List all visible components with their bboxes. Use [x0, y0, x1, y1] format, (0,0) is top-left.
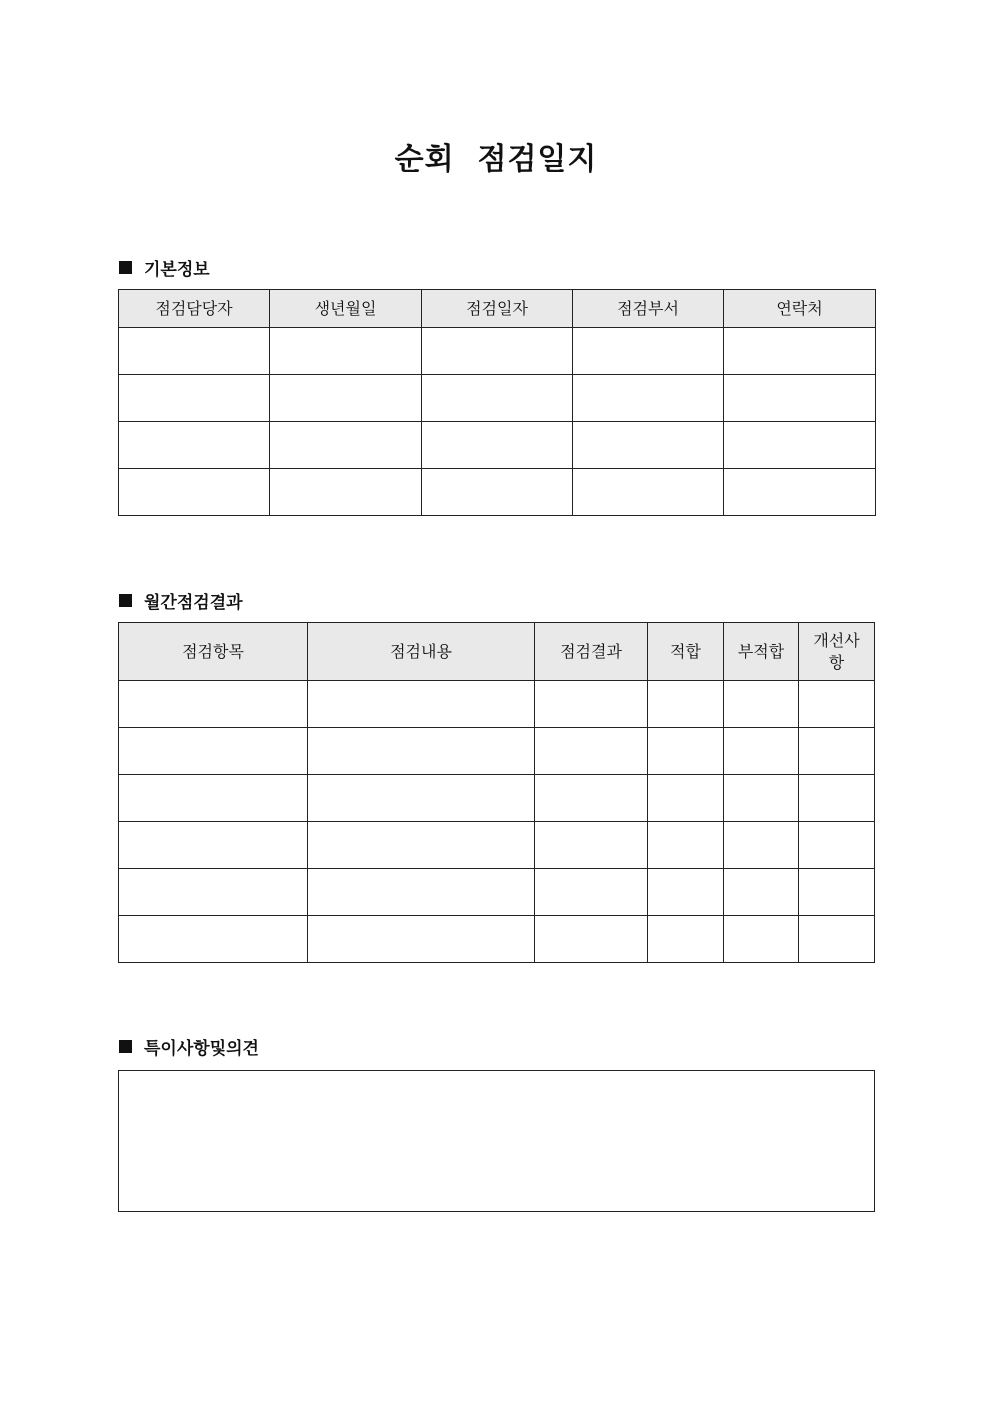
table-row: [119, 869, 875, 916]
monthly-results-table: [118, 622, 875, 963]
basic-info-table: [118, 289, 876, 516]
table-cell[interactable]: [573, 469, 724, 516]
section-heading-remarks: [119, 1034, 259, 1059]
table-cell[interactable]: [573, 328, 724, 375]
table-cell[interactable]: [724, 728, 799, 775]
table-cell[interactable]: [535, 822, 648, 869]
table-cell[interactable]: [119, 822, 308, 869]
section-heading-label: 기본정보: [144, 260, 210, 280]
table-cell[interactable]: [308, 728, 535, 775]
table-cell[interactable]: [535, 728, 648, 775]
table-cell[interactable]: [799, 822, 875, 869]
table-cell[interactable]: [799, 869, 875, 916]
table-cell[interactable]: [724, 469, 876, 516]
column-header-inspection-content: 점검내용: [308, 623, 535, 681]
table-row: [119, 375, 876, 422]
table-cell[interactable]: [648, 728, 724, 775]
table-cell[interactable]: [799, 775, 875, 822]
table-cell[interactable]: [308, 822, 535, 869]
table-row: [119, 681, 875, 728]
table-cell[interactable]: [119, 775, 308, 822]
column-header-inspection-date: 점검일자: [422, 290, 573, 328]
table-cell[interactable]: [535, 681, 648, 728]
table-cell[interactable]: [724, 869, 799, 916]
table-cell[interactable]: [724, 775, 799, 822]
table-header-row: [119, 623, 875, 681]
table-row: [119, 775, 875, 822]
table-cell[interactable]: [308, 869, 535, 916]
table-cell[interactable]: [648, 681, 724, 728]
table-row: [119, 422, 876, 469]
section-heading-basic-info: [119, 255, 210, 280]
table-cell[interactable]: [573, 422, 724, 469]
table-cell[interactable]: [119, 328, 270, 375]
table-cell[interactable]: [724, 822, 799, 869]
table-row: [119, 728, 875, 775]
remarks-textbox[interactable]: [118, 1070, 875, 1212]
table-cell[interactable]: [799, 681, 875, 728]
table-cell[interactable]: [308, 681, 535, 728]
column-header-inspection-item: 점검항목: [119, 623, 308, 681]
square-bullet-icon: [119, 261, 132, 274]
column-header-compliant: 적합: [648, 623, 724, 681]
table-cell[interactable]: [119, 916, 308, 963]
table-cell[interactable]: [724, 916, 799, 963]
table-cell[interactable]: [270, 375, 422, 422]
table-cell[interactable]: [724, 681, 799, 728]
table-cell[interactable]: [422, 375, 573, 422]
column-header-contact: 연락처: [724, 290, 876, 328]
table-cell[interactable]: [119, 869, 308, 916]
table-cell[interactable]: [799, 728, 875, 775]
table-cell[interactable]: [648, 916, 724, 963]
table-cell[interactable]: [724, 375, 876, 422]
column-header-improvements: 개선사항: [799, 623, 875, 681]
table-cell[interactable]: [119, 375, 270, 422]
table-row: [119, 328, 876, 375]
page-title: 순회 점검일지: [394, 142, 598, 177]
table-cell[interactable]: [535, 916, 648, 963]
table-row: [119, 469, 876, 516]
table-cell[interactable]: [422, 422, 573, 469]
square-bullet-icon: [119, 594, 132, 607]
table-cell[interactable]: [308, 916, 535, 963]
section-heading-label: 월간점검결과: [144, 593, 243, 613]
table-cell[interactable]: [724, 328, 876, 375]
table-cell[interactable]: [648, 822, 724, 869]
table-row: [119, 822, 875, 869]
table-cell[interactable]: [535, 869, 648, 916]
table-header-row: [119, 290, 876, 328]
table-row: [119, 916, 875, 963]
table-cell[interactable]: [422, 469, 573, 516]
table-cell[interactable]: [724, 422, 876, 469]
section-heading-label: 특이사항및의견: [144, 1039, 259, 1059]
column-header-birthdate: 생년월일: [270, 290, 422, 328]
table-cell[interactable]: [799, 916, 875, 963]
table-cell[interactable]: [648, 869, 724, 916]
table-cell[interactable]: [119, 681, 308, 728]
table-cell[interactable]: [270, 469, 422, 516]
table-cell[interactable]: [573, 375, 724, 422]
table-cell[interactable]: [535, 775, 648, 822]
table-cell[interactable]: [119, 469, 270, 516]
column-header-inspection-result: 점검결과: [535, 623, 648, 681]
table-cell[interactable]: [270, 328, 422, 375]
table-cell[interactable]: [119, 728, 308, 775]
table-cell[interactable]: [648, 775, 724, 822]
column-header-department: 점검부서: [573, 290, 724, 328]
square-bullet-icon: [119, 1040, 132, 1053]
table-cell[interactable]: [308, 775, 535, 822]
column-header-inspector: 점검담당자: [119, 290, 270, 328]
column-header-non-compliant: 부적합: [724, 623, 799, 681]
table-cell[interactable]: [270, 422, 422, 469]
section-heading-monthly-results: [119, 588, 243, 613]
table-cell[interactable]: [422, 328, 573, 375]
table-cell[interactable]: [119, 422, 270, 469]
